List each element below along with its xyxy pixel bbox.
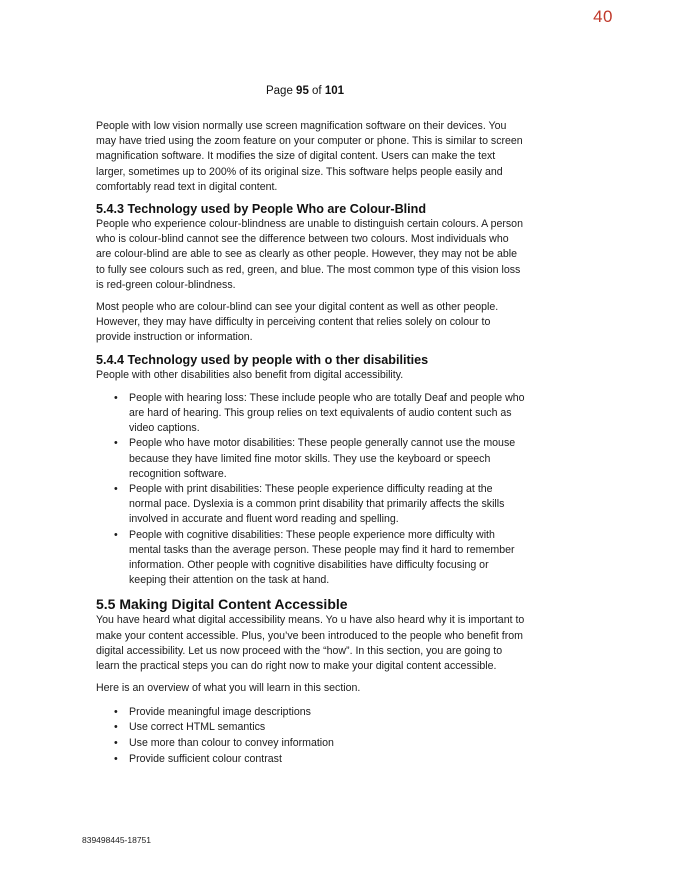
section-544-intro: People with other disabilities also benefit from digital accessibility. [96, 368, 404, 381]
bullet: • [114, 752, 118, 765]
section-55-heading: 5.5 Making Digital Content Accessible [96, 596, 348, 613]
bullet: • [114, 528, 118, 541]
section-544-heading: 5.4.4 Technology used by people with o ther disabilities [96, 352, 429, 367]
intro-paragraph: People with low vision normally use screen magnification software on their devices. You may have tried using the zoom feature on your computer or phone. This is similar to screen magnification software. It modifies the size of digital content. Users can make the text larger, sometimes up to 200% of its original size. This software helps people easily and comfortably read text in digital content. [96, 120, 523, 193]
section-55-paragraph: You have heard what digital accessibility means. Yo u have also heard why it is important to make your content accessible. Plus, you’ve been introduced to the people who benefit from digital accessibility. Let us now proceed with the “how”. In this section, you are going to learn the practical steps you can do right now to make your digital content accessible. [96, 614, 525, 673]
bullet: • [114, 391, 118, 404]
section-55-overview: Here is an overview of what you will learn in this section. [96, 682, 361, 695]
page-counter: Page 95 of 101 [265, 85, 345, 97]
list-item: • Provide meaningful image descriptions [114, 705, 526, 720]
list-item: • People who have motor disabilities: These people generally cannot use the mouse because they have limited fine motor skills. They use the keyboard or speech recognition software. [114, 437, 516, 480]
bullet: • [114, 437, 118, 450]
list-item: • Provide sufficient colour contrast [114, 752, 526, 767]
list-item: • Use more than colour to convey information [114, 736, 526, 751]
corner-page-number: 40 [593, 7, 613, 26]
list-item: • People with hearing loss: These include people who are totally Deaf and people who are hard of hearing. This group relies on text equivalents of audio content such as video captions. [114, 391, 525, 435]
section-543-paragraph-2: Most people who are colour-blind can see your digital content as well as other people. However, they may have difficulty in perceiving content that relies solely on colour to provide instruction or information. [96, 301, 499, 344]
bullet: • [114, 721, 118, 734]
disabilities-list [96, 391, 526, 589]
section-543-heading: 5.4.3 Technology used by People Who are Colour-Blind [96, 202, 427, 217]
bullet: • [114, 737, 118, 750]
total-pages: 101 [324, 85, 345, 97]
document-body [96, 119, 526, 773]
section-543-paragraph-1: People who experience colour-blindness are unable to distinguish certain colours. A person who is colour-blind cannot see the difference between two colours. Most individuals who are colour-blind are able to see as clearly as other people. However, they may not be able to fully see colours such as red, green, and blue. The most common type of this vision loss is red-green colour-blindness. [96, 218, 523, 291]
list-item: • People with cognitive disabilities: These people experience more difficulty with mental tasks than the average person. These people may find it hard to remember information. Other people with cognitive disabilities have difficulty focusing or keeping their attention on the task at hand. [114, 528, 515, 587]
list-item: • Use correct HTML semantics [114, 720, 526, 735]
overview-list [96, 705, 526, 768]
current-page: 95 [296, 85, 309, 97]
bullet: • [114, 483, 118, 496]
list-item: • People with print disabilities: These people experience difficulty reading at the normal pace. Dyslexia is a common print disability that primarily affects the skills involved in accurate and fluent word reading and spelling. [114, 483, 505, 526]
bullet: • [114, 705, 118, 718]
footer-document-id: 839498445-18751 [82, 835, 152, 845]
